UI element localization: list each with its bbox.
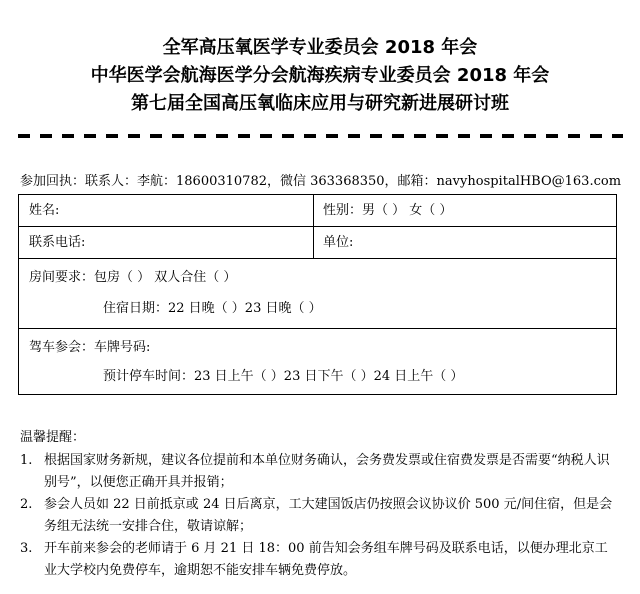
title-line-2: 中华医学会航海医学分会航海疾病专业委员会 2018 年会: [90, 65, 550, 86]
reminder-notes: [20, 428, 618, 582]
note-item: [20, 538, 618, 582]
note-number: 2.: [20, 497, 33, 512]
note-text: 参会人员如 22 日前抵京或 24 日后离京，工大建国饭店仍按照会议协议价 500 元/间住宿，但是会务组无法统一安排合住，敬请谅解；: [44, 497, 613, 534]
parking-time: 预计停车时间：23 日上午（ ）23 日下午（ ）24 日上午（ ）: [103, 369, 464, 384]
note-text: 开车前来参会的老师请于 6 月 21 日 18：00 前告知会务组车牌号码及联系电话，以便办理北京工业大学校内免费停车，逾期恕不能安排车辆免费停放。: [44, 541, 608, 578]
driving-plate: 驾车参会：车牌号码:: [29, 340, 151, 355]
note-number: 1.: [20, 453, 33, 468]
dashed-divider: [18, 134, 623, 138]
form-column-divider: [313, 195, 314, 258]
title-line-1: 全军高压氧医学专业委员会 2018 年会: [162, 37, 478, 58]
event-titles: [0, 34, 640, 118]
name-label: 姓名:: [29, 203, 60, 218]
gender-field: 性别：男（ ） 女（ ）: [323, 203, 453, 218]
form-row-divider: [19, 328, 616, 329]
registration-form: [18, 194, 617, 395]
unit-label: 单位:: [323, 235, 354, 250]
note-item: [20, 494, 618, 538]
form-row-divider: [19, 226, 616, 227]
note-number: 3.: [20, 541, 33, 556]
note-text: 根据国家财务新规，建议各位提前和本单位财务确认，会务费发票或住宿费发票是否需要“纳税人识别号”，以便您正确开具并报销；: [44, 453, 610, 490]
notes-heading: 温馨提醒：: [20, 430, 86, 445]
room-requirement: 房间要求：包房（ ） 双人合住（ ）: [29, 270, 237, 285]
phone-label: 联系电话:: [29, 235, 86, 250]
note-item: [20, 450, 618, 494]
notes-list: [20, 450, 618, 582]
contact-line: 参加回执：联系人：李航：18600310782，微信 363368350，邮箱：navyhospitalHBO@163.com: [20, 174, 622, 189]
form-row-divider: [19, 258, 616, 259]
stay-dates: 住宿日期：22 日晚（ ）23 日晚（ ）: [103, 301, 322, 316]
title-line-3: 第七届全国高压氧临床应用与研究新进展研讨班: [131, 93, 509, 114]
